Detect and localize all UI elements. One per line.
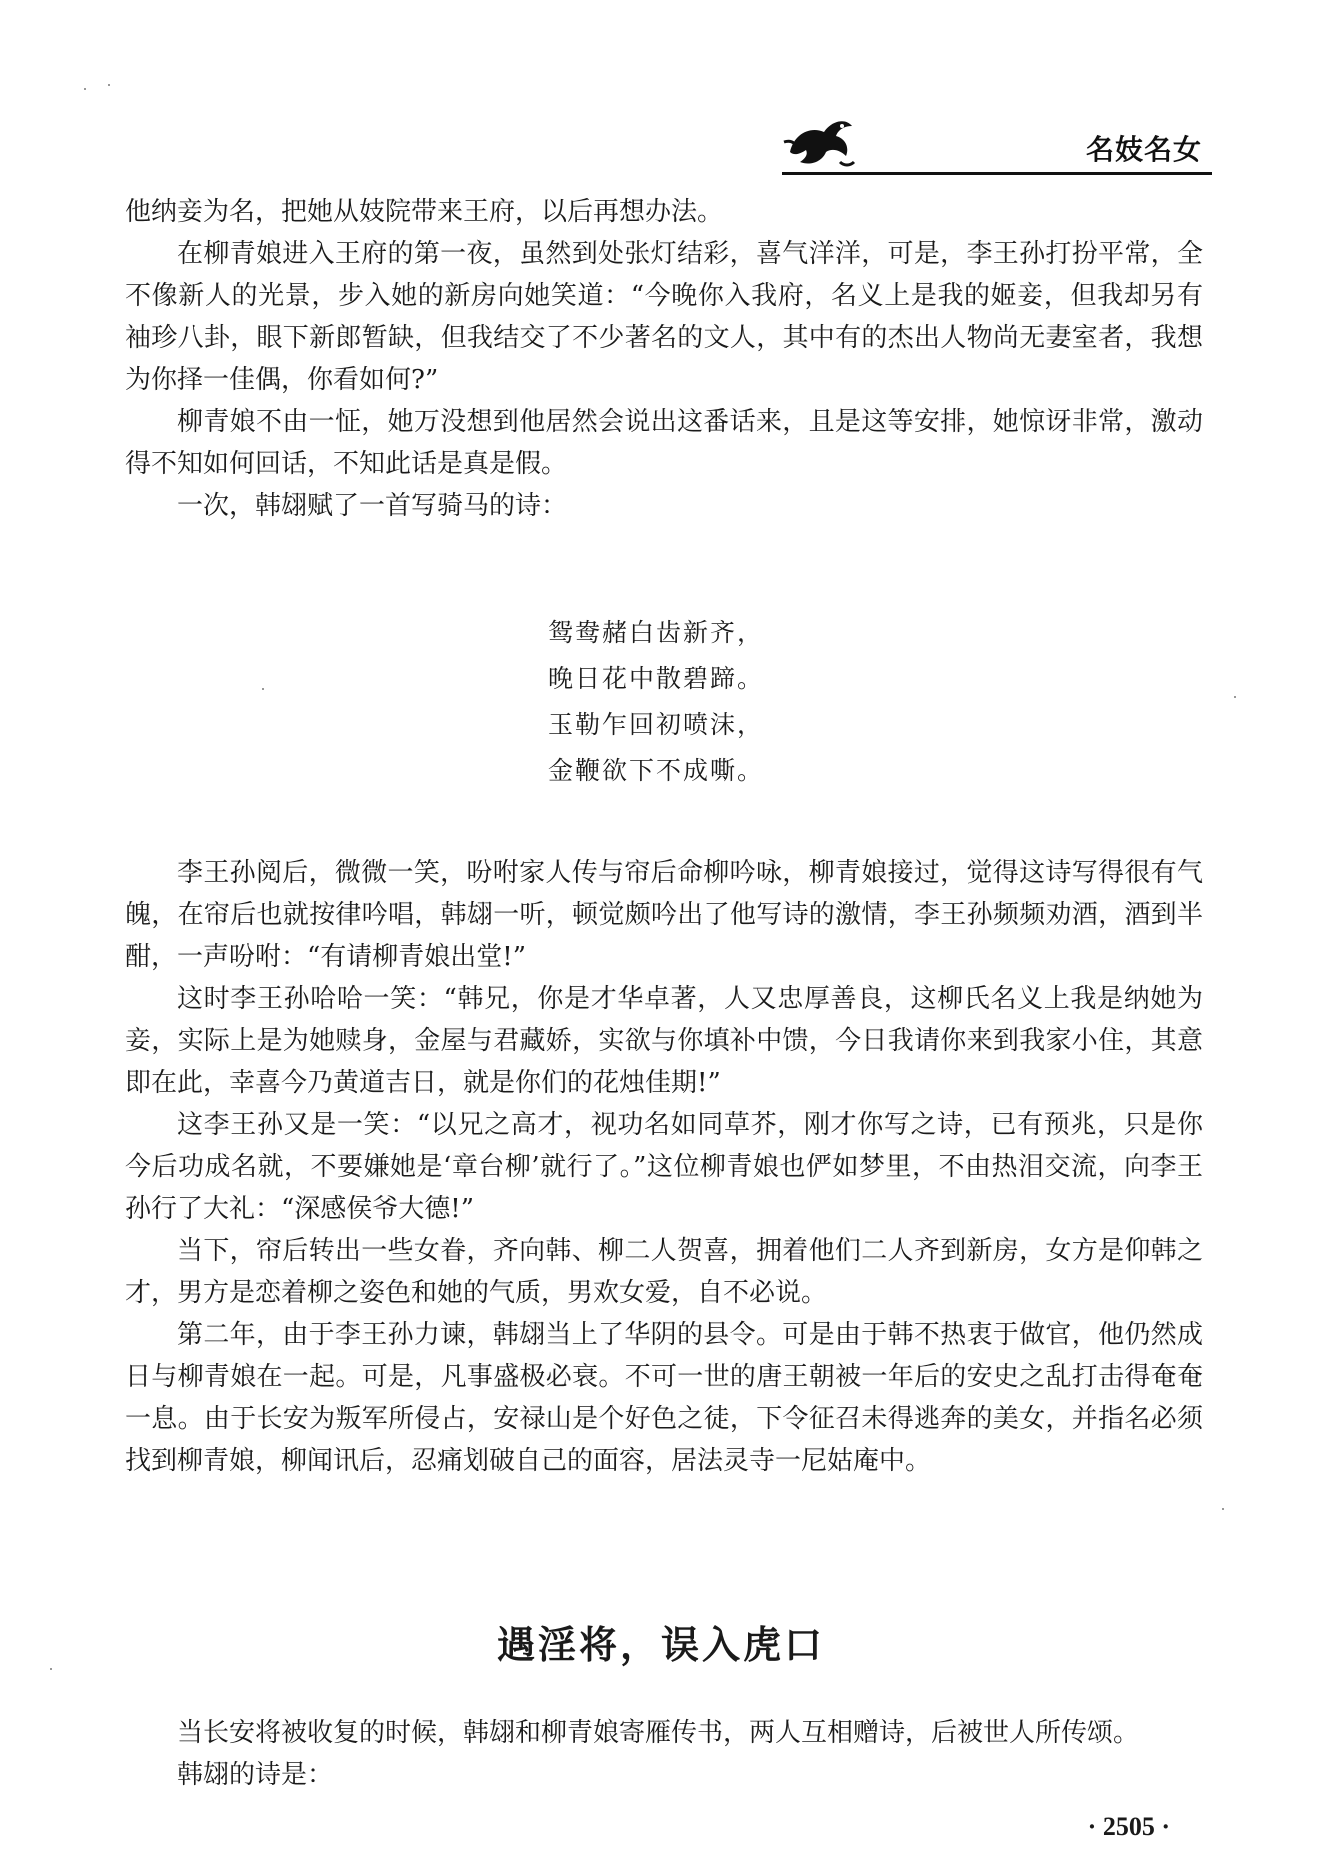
scan-speck <box>108 84 110 86</box>
paragraph: 当长安将被收复的时候，韩翃和柳青娘寄雁传书，两人互相赠诗，后被世人所传颂。 <box>177 1718 1140 1748</box>
poem-line: 玉勒乍回初喷沫， <box>548 710 765 739</box>
paragraph: 第二年，由于李王孙力谏，韩翃当上了华阴的县令。可是由于韩不热衷于做官，他仍然成日与柳青娘在一起。可是，凡事盛极必衰。不可一世的唐王朝被一年后的安史之乱打击得奄奄一息。由于长安为叛军所侵占，安禄山是个好色之徒，下令征召未得逃奔的美女，并指名必须找到柳青娘，柳闻讯后，忍痛划破自己的面容，居法灵寺一尼姑庵中。 <box>125 1320 1203 1476</box>
scan-speck <box>1222 1508 1224 1510</box>
scan-speck <box>1234 696 1236 698</box>
paragraph: 在柳青娘进入王府的第一夜，虽然到处张灯结彩，喜气洋洋，可是，李王孙打扮平常，全不像新人的光景，步入她的新房向她笑道：“今晚你入我府，名义上是我的姬妾，但我却另有袖珍八卦，眼下新郎暂缺，但我结交了不少著名的文人，其中有的杰出人物尚无妻室者，我想为你择一佳偶，你看如何?” <box>125 239 1203 395</box>
paragraph: 这时李王孙哈哈一笑：“韩兄，你是才华卓著，人又忠厚善良，这柳氏名义上我是纳她为妾，实际上是为她赎身，金屋与君藏娇，实欲与你填补中馈，今日我请你来到我家小住，其意即在此，幸喜今乃黄道吉日，就是你们的花烛佳期!” <box>125 984 1203 1098</box>
scan-speck <box>84 88 86 90</box>
body-text-top <box>125 191 1203 527</box>
paragraph: 当下，帘后转出一些女眷，齐向韩、柳二人贺喜，拥着他们二人齐到新房，女方是仰韩之才，男方是恋着柳之姿色和她的气质，男欢女爱，自不必说。 <box>125 1236 1203 1308</box>
paragraph: 一次，韩翃赋了一首写骑马的诗： <box>177 491 568 521</box>
poem-line: 晚日花中散碧蹄。 <box>548 664 765 693</box>
paragraph: 李王孙阅后，微微一笑，吩咐家人传与帘后命柳吟咏，柳青娘接过，觉得这诗写得很有气魄，在帘后也就按律吟唱，韩翃一听，顿觉颇吟出了他写诗的激情，李王孙频频劝酒，酒到半酣，一声吩咐：“有请柳青娘出堂!” <box>125 858 1203 972</box>
body-text-middle <box>125 852 1203 1482</box>
section-heading: 遇淫将，误入虎口 <box>496 1623 825 1667</box>
header-divider <box>782 172 1212 175</box>
paragraph: 这李王孙又是一笑：“以兄之高才，视功名如同草芥，刚才你写之诗，已有预兆，只是你今后功成名就，不要嫌她是‘章台柳’就行了。”这位柳青娘也俨如梦里，不由热泪交流，向李王孙行了大礼：“深感侯爷大德!” <box>125 1110 1203 1224</box>
poem-line: 鸳鸯赭白齿新齐， <box>548 618 765 647</box>
poem-line: 金鞭欲下不成嘶。 <box>548 756 765 785</box>
paragraph: 他纳妾为名，把她从妓院带来王府，以后再想办法。 <box>125 197 724 227</box>
poem-block <box>548 610 764 794</box>
scan-speck <box>262 688 264 690</box>
running-header-title: 名妓名女 <box>1085 133 1202 166</box>
page-number: · 2505 · <box>1087 1812 1170 1841</box>
body-text-bottom <box>125 1712 1203 1796</box>
paragraph: 韩翃的诗是： <box>177 1760 334 1790</box>
scan-speck <box>50 1668 52 1670</box>
paragraph: 柳青娘不由一怔，她万没想到他居然会说出这番话来，且是这等安排，她惊讶非常，激动得不知如何回话，不知此话是真是假。 <box>125 407 1203 479</box>
dragon-emblem-icon <box>780 112 858 170</box>
